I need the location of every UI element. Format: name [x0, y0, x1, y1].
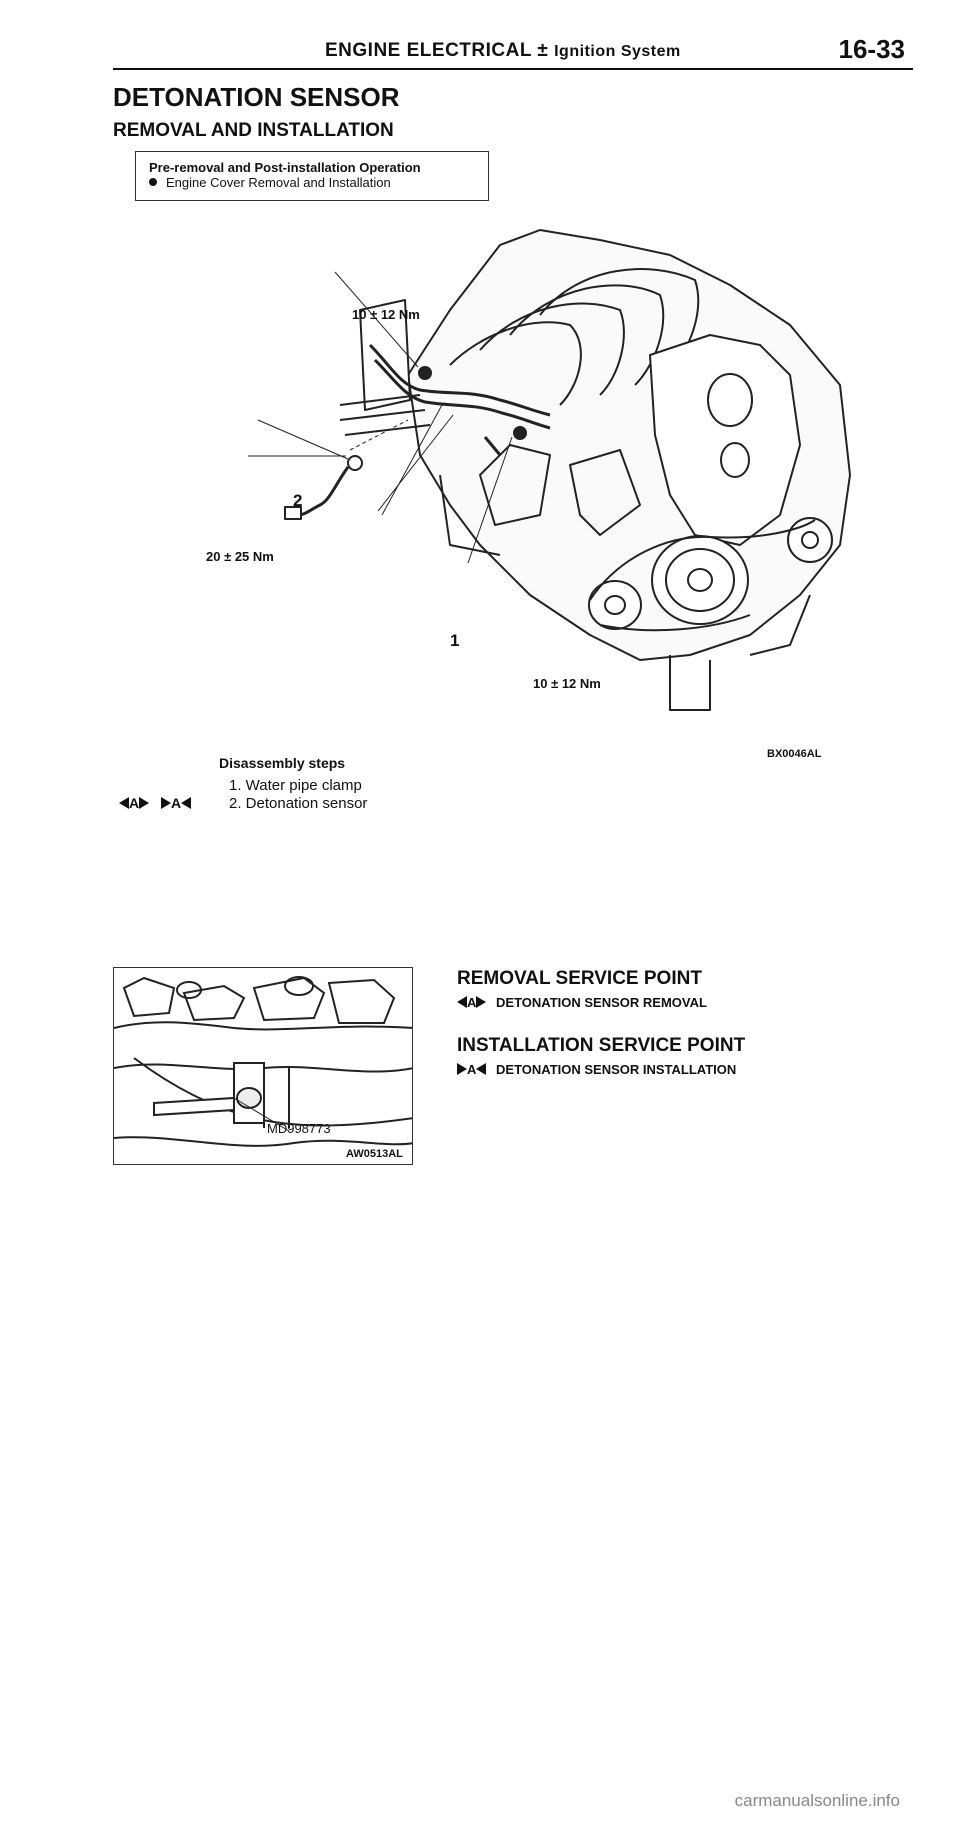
removal-service-title: REMOVAL SERVICE POINT — [457, 968, 702, 989]
pre-operation-item — [149, 175, 391, 190]
arrow-right-icon — [161, 797, 171, 809]
removal-marker: A — [129, 795, 140, 811]
torque-label-left: 20 ± 25 Nm — [206, 549, 274, 564]
watermark: carmanualsonline.info — [734, 1791, 900, 1810]
tool-label: MD998773 — [267, 1121, 331, 1136]
bullet-icon — [149, 178, 157, 186]
install-marker: A — [171, 795, 182, 811]
torque-label-top: 10 ± 12 Nm — [352, 307, 420, 322]
installation-service-marker: A — [467, 1062, 477, 1077]
callout-1: 1 — [450, 631, 460, 650]
section-title: REMOVAL AND INSTALLATION — [113, 120, 394, 141]
removal-service-item — [457, 995, 707, 1010]
pre-operation-box — [135, 151, 489, 201]
arrow-right-icon — [476, 996, 486, 1008]
arrow-left-icon — [457, 996, 467, 1008]
pre-operation-title: Pre-removal and Post-installation Operation — [149, 160, 421, 175]
arrow-left-icon — [181, 797, 191, 809]
page-header — [113, 32, 913, 70]
figure-code-1: BX0046AL — [767, 748, 822, 760]
header-separator: ± — [537, 40, 549, 61]
installation-service-item — [457, 1062, 736, 1077]
page-number: 16-33 — [838, 34, 905, 64]
header-title — [325, 40, 681, 62]
tool-illustration-box — [113, 967, 413, 1165]
disassembly-title: Disassembly steps — [219, 755, 346, 771]
header-subsection: Ignition System — [554, 43, 681, 60]
disassembly-step-2: 2. Detonation sensor — [229, 795, 368, 812]
figure-code-2: AW0513AL — [346, 1148, 403, 1160]
pre-operation-item-text: Engine Cover Removal and Installation — [166, 175, 391, 190]
torque-label-bottom: 10 ± 12 Nm — [533, 676, 601, 691]
engine-illustration — [150, 215, 860, 730]
removal-service-marker: A — [467, 995, 477, 1010]
removal-service-text: DETONATION SENSOR REMOVAL — [496, 995, 707, 1010]
tool-illustration — [114, 968, 413, 1165]
arrow-right-icon — [457, 1063, 467, 1075]
installation-service-text: DETONATION SENSOR INSTALLATION — [496, 1062, 737, 1077]
disassembly-step-1: 1. Water pipe clamp — [229, 777, 362, 794]
installation-service-title: INSTALLATION SERVICE POINT — [457, 1035, 746, 1056]
header-section: ENGINE ELECTRICAL — [325, 40, 532, 61]
arrow-right-icon — [139, 797, 149, 809]
page-title: DETONATION SENSOR — [113, 82, 400, 112]
callout-2: 2 — [293, 491, 303, 510]
arrow-left-icon — [119, 797, 129, 809]
service-markers — [119, 795, 191, 811]
arrow-left-icon — [476, 1063, 486, 1075]
